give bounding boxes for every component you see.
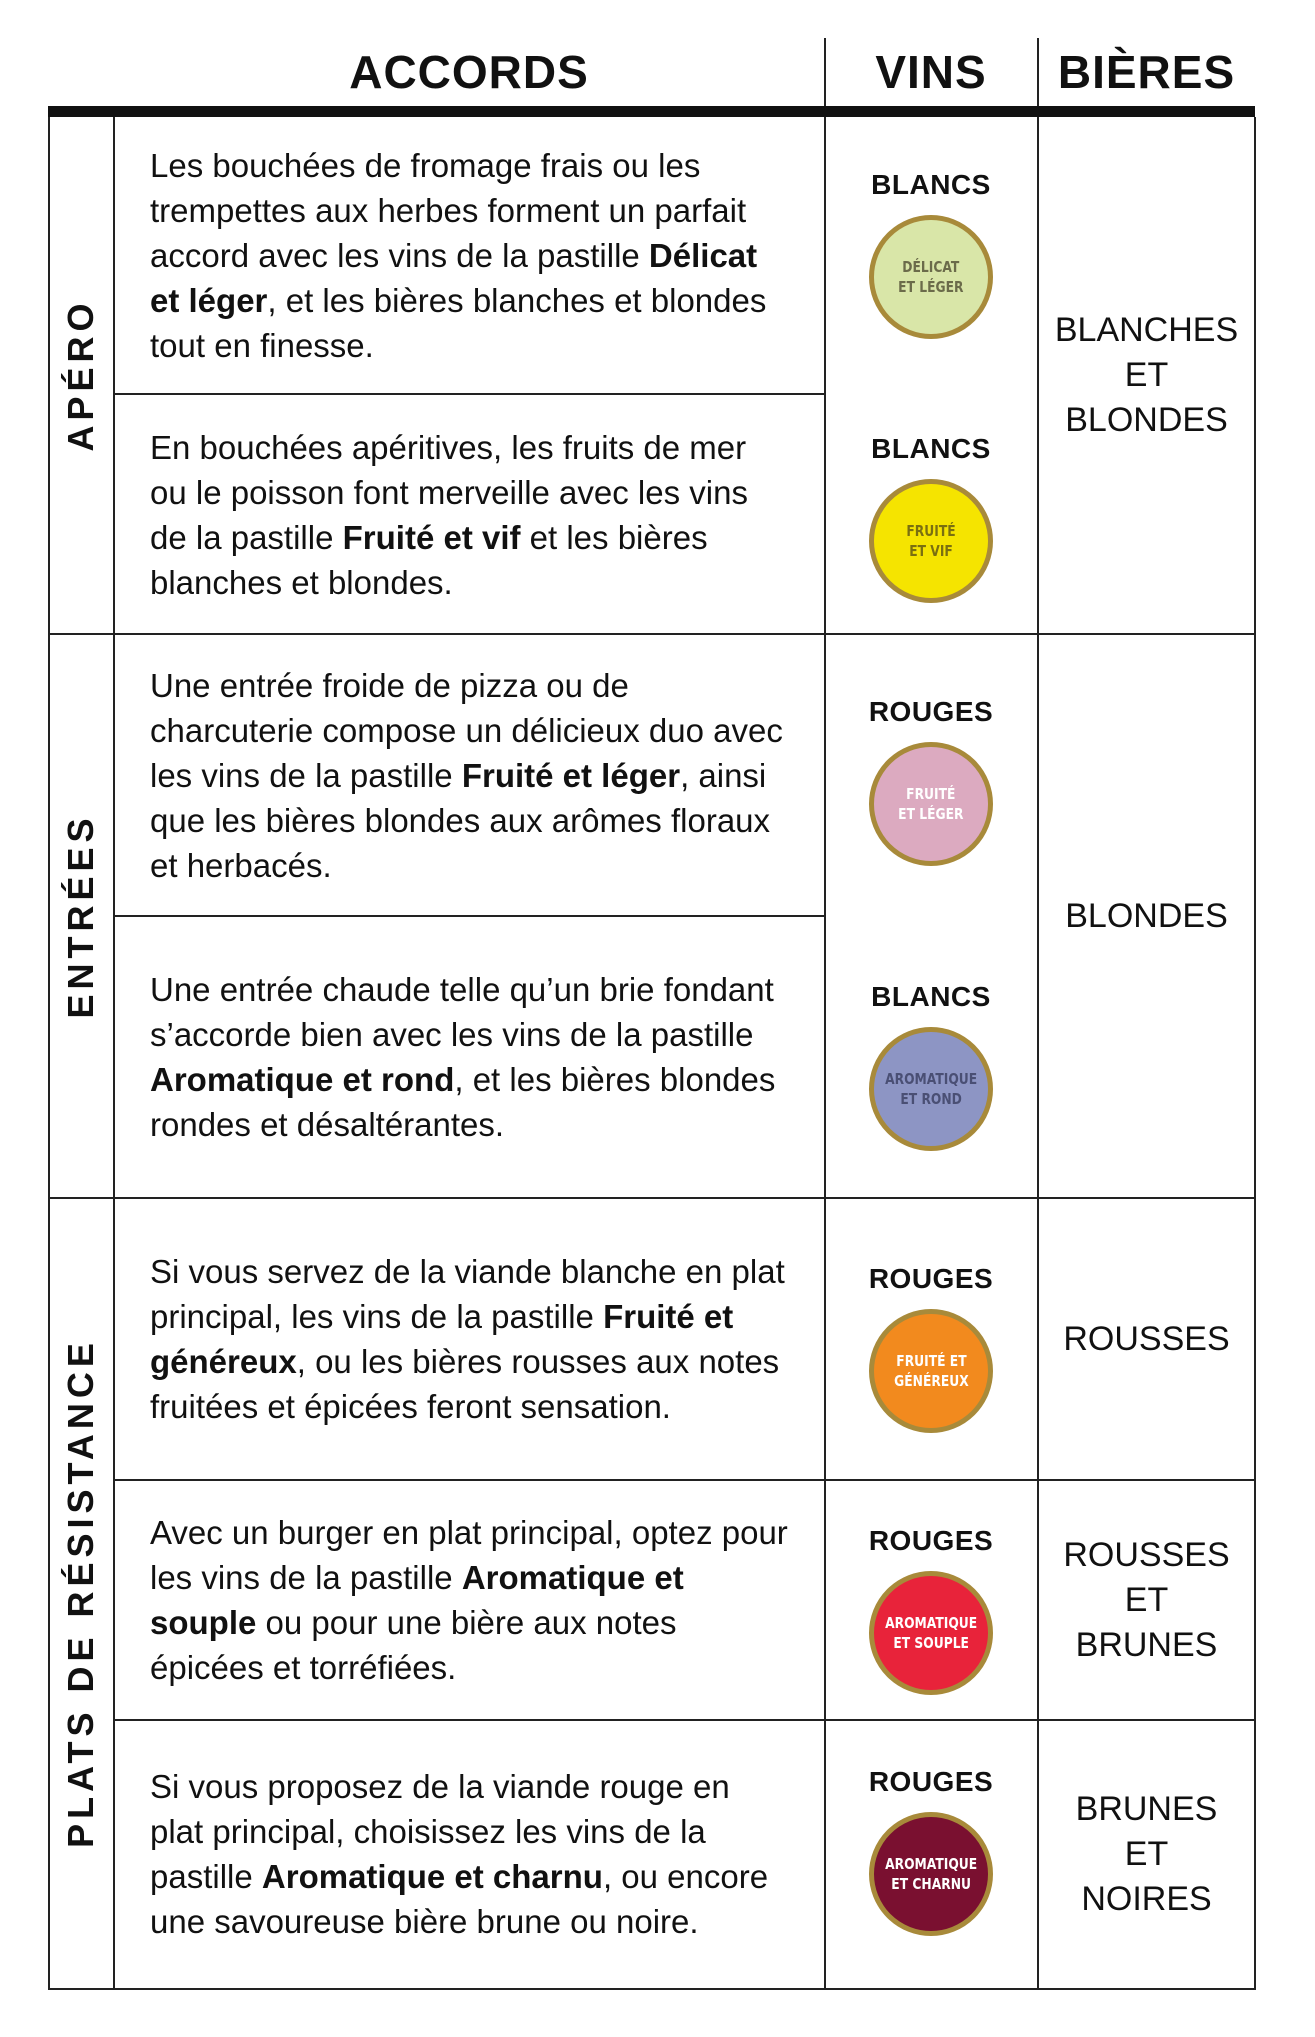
- wine-type: BLANCS: [871, 433, 991, 464]
- beer-cell: ROUSSES: [1063, 1319, 1230, 1358]
- pastille-badge: AROMATIQUE ET CHARNU: [869, 1812, 993, 1936]
- wine-type: ROUGES: [868, 1525, 994, 1556]
- header-divider: [1037, 38, 1039, 114]
- beer-cell: BLONDES: [1065, 896, 1228, 935]
- wine-cell: [825, 696, 1037, 866]
- wine-cell: [825, 981, 1037, 1151]
- wine-cell: [825, 169, 1037, 339]
- section-entrees: [48, 634, 114, 1197]
- pastille-badge: FRUITÉ ET VIF: [869, 479, 993, 603]
- pastille-badge: DÉLICAT ET LÉGER: [869, 215, 993, 339]
- wine-cell: [825, 1263, 1037, 1433]
- row-divider: [113, 915, 826, 917]
- pairing-description: Les bouchées de fromage frais ou les trempettes aux herbes forment un parfait accord avec les vins de la pastille Délicat et léger, et les bières blanches et blondes tout en finesse.: [150, 146, 767, 364]
- header-divider: [824, 38, 826, 114]
- pastille-badge: FRUITÉ ET GÉNÉREUX: [869, 1309, 993, 1433]
- pastille-badge: FRUITÉ ET LÉGER: [869, 742, 993, 866]
- section-apero: [48, 117, 114, 633]
- beer-cell: BRUNES ET NOIRES: [1075, 1790, 1218, 1918]
- pastille-badge: AROMATIQUE ET SOUPLE: [869, 1571, 993, 1695]
- wine-cell: [825, 1766, 1037, 1936]
- wine-type: BLANCS: [871, 169, 991, 200]
- header-accords: ACCORDS: [349, 46, 589, 98]
- pairing-description: Une entrée chaude telle qu’un brie fondant s’accorde bien avec les vins de la pastille Aromatique et rond, et les bières blondes rondes et désaltérantes.: [150, 971, 776, 1143]
- wine-cell: [825, 433, 1037, 603]
- pairing-description: Si vous proposez de la viande rouge en plat principal, choisissez les vins de la pastille Aromatique et charnu, ou encore une savoureuse bière brune ou noire.: [150, 1768, 769, 1940]
- pairing-description: Une entrée froide de pizza ou de charcuterie compose un délicieux duo avec les vins de la pastille Fruité et léger, ainsi que les bières blondes aux arômes floraux et herbacés.: [150, 666, 783, 884]
- beer-cell: ROUSSES ET BRUNES: [1063, 1535, 1230, 1664]
- section-label: PLATS DE RÉSISTANCE: [60, 1338, 101, 1848]
- section-label: APÉRO: [60, 298, 101, 452]
- wine-type: ROUGES: [868, 1766, 994, 1797]
- pairing-description: Avec un burger en plat principal, optez pour les vins de la pastille Aromatique et souple ou pour une bière aux notes épicées et torréfiées.: [150, 1514, 788, 1686]
- pairing-description: En bouchées apéritives, les fruits de mer ou le poisson font merveille avec les vins de la pastille Fruité et vif et les bières blanches et blondes.: [150, 429, 748, 601]
- wine-type: ROUGES: [868, 1263, 994, 1294]
- pairing-description: Si vous servez de la viande blanche en plat principal, les vins de la pastille Fruité et généreux, ou les bières rousses aux notes fruitées et épicées feront sensation.: [150, 1253, 785, 1425]
- table-border-bottom: [48, 1988, 1256, 1990]
- beer-cell: BLANCHES ET BLONDES: [1054, 311, 1239, 439]
- header-vins: VINS: [875, 46, 987, 98]
- wine-cell: [825, 1525, 1037, 1695]
- section-label: ENTRÉES: [60, 812, 101, 1019]
- row-divider: [113, 393, 826, 395]
- pastille-badge: AROMATIQUE ET ROND: [869, 1027, 993, 1151]
- header-bieres: BIÈRES: [1057, 46, 1236, 98]
- wine-type: ROUGES: [868, 696, 994, 727]
- header-rule: [48, 106, 1255, 117]
- section-plats: [48, 1198, 114, 1988]
- wine-type: BLANCS: [871, 981, 991, 1012]
